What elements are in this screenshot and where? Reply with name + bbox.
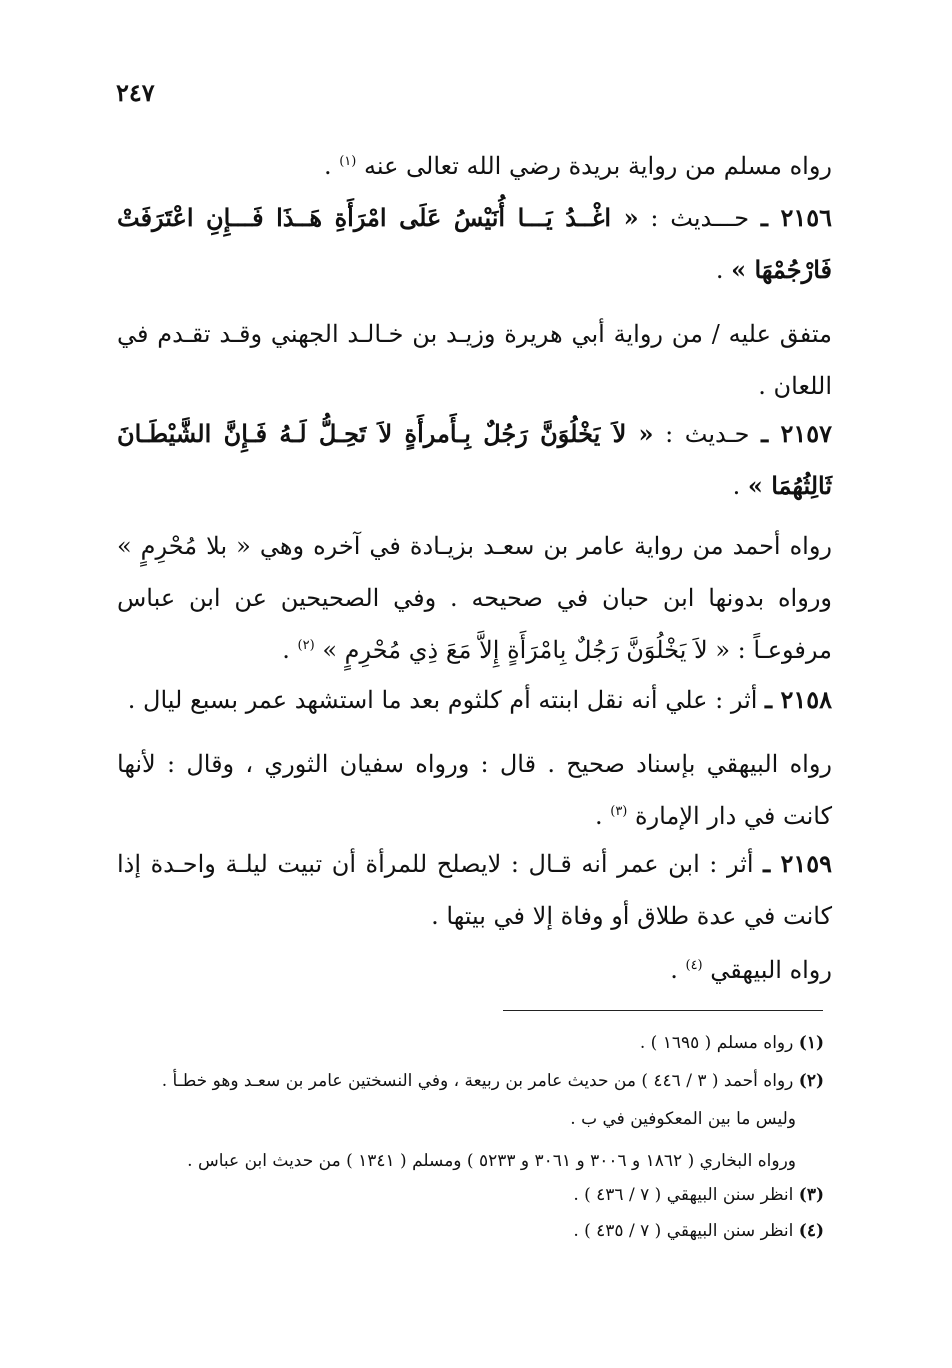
paragraph-tail: .: [594, 802, 611, 830]
entry-lead: حـديث :: [653, 420, 762, 448]
paragraph-tail: .: [670, 956, 686, 984]
paragraph-tail: .: [715, 256, 732, 284]
hadith-quote: « لاَ يَخْلُوَنَّ رَجُلٌ بِـأَمرأَةٍ لاَ تَحِـلُّ لَـهُ فَـإِنَّ الشَّيْطَـانَ ثَالِثُهُمَا »: [117, 419, 832, 500]
footnote-text: ورواه البخاري ( ١٨٦٢ و ٣٠٠٦ و ٣٠٦١ و ٥٢٣٣ ) ومسلم ( ١٣٤١ ) من حديث ابن عباس .: [187, 1151, 796, 1171]
paragraph-tail: .: [323, 152, 340, 180]
footnote-3: [124, 1182, 824, 1208]
footnote-text: رواه مسلم ( ١٦٩٥ ) .: [639, 1033, 799, 1053]
entry-number: ٢١٥٦ ـ: [760, 203, 832, 232]
paragraph-text: رواه أحمد من رواية عامر بن سعـد بزيـادة في آخره وهي « بلا مُحْرِمٍ » ورواه بدونها ابن حبان في صحيحه . وفي الصحيحين عن ابن عباس مرفوعـاً : « لاَ يَخْلُوَنَّ رَجُلٌ بِامْرَأَةٍ إِلاَّ مَعَ ذِي مُحْرِمٍ »: [117, 532, 832, 664]
paragraph-text: علي أنه نقل ابنته أم كلثوم بعد ما استشهد عمر بسبع ليال .: [127, 686, 708, 714]
athar-2159: [117, 838, 832, 942]
page-number: ٢٤٧: [116, 78, 155, 107]
footnote-ref: (٣): [610, 804, 628, 819]
footnote-4: [124, 1218, 824, 1244]
footnote-text: وليس ما بين المعكوفين في ب .: [570, 1109, 796, 1129]
footnote-divider: [503, 1010, 823, 1011]
hadith-quote: « اغْــدُ يَـــا أُنَيْسُ عَلَى امْرَأَةِ هَــذَا فَـــإِنِ اعْتَرَفَتْ فَارْجُمْهَا »: [117, 203, 832, 284]
paragraph-text: رواه البيهقي: [710, 956, 832, 984]
entry-lead: أثر :: [699, 850, 764, 878]
footnote-ref: (٢): [297, 638, 315, 653]
paragraph-7: [117, 738, 832, 842]
footnote-text: رواه أحمد ( ٣ / ٤٤٦ ) من حديث عامر بن ربيعة ، وفي النسختين عامر بن سعـد وهو خطـأ .: [161, 1071, 799, 1091]
entry-lead: حـــديث :: [638, 204, 761, 232]
paragraph-text: ابن عمر أنه قـال : لايصلح للمرأة أن تبيت ليلـة واحـدة إذا كانت في عدة طلاق أو وفاة إلا في بيتها .: [117, 850, 832, 930]
paragraph-text: رواه البيهقي بإسناد صحيح . قال : ورواه سفيان الثوري ، وقال : لأنها كانت في دار الإمارة: [117, 750, 832, 830]
paragraph-3: [117, 308, 832, 412]
footnote-1: [124, 1030, 824, 1056]
paragraph-tail: .: [282, 636, 298, 664]
footnote-text: انظر سنن البيهقي ( ٧ / ٤٣٥ ) .: [573, 1221, 799, 1241]
paragraph-text: متفق عليه / من رواية أبي هريرة وزيـد بن خـالـد الجهني وقـد تقـدم في اللعان .: [117, 320, 832, 400]
paragraph-5: [117, 520, 832, 676]
paragraph-9: [117, 944, 832, 996]
footnote-number: (٤): [798, 1221, 824, 1241]
footnote-2-continuation: [96, 1106, 796, 1132]
footnote-number: (١): [798, 1033, 824, 1053]
hadith-2156: [117, 192, 832, 296]
footnote-number: (٣): [798, 1185, 824, 1205]
entry-number: ٢١٥٨ ـ: [765, 685, 832, 714]
footnote-number: (٢): [798, 1071, 824, 1091]
athar-2158: [117, 674, 832, 726]
paragraph-text: رواه مسلم من رواية بريدة رضي الله تعالى عنه: [363, 152, 832, 180]
entry-number: ٢١٥٩ ـ: [763, 849, 832, 878]
footnote-ref: (١): [339, 154, 357, 169]
footnote-ref: (٤): [685, 958, 703, 973]
footnote-text: انظر سنن البيهقي ( ٧ / ٤٣٦ ) .: [573, 1185, 799, 1205]
entry-lead: أثر :: [707, 686, 766, 714]
footnote-2-continuation: [96, 1148, 796, 1174]
paragraph-tail: .: [732, 472, 748, 500]
footnote-2: [124, 1068, 824, 1094]
hadith-2157: [117, 408, 832, 512]
paragraph-1: [117, 140, 832, 192]
entry-number: ٢١٥٧ ـ: [761, 419, 833, 448]
